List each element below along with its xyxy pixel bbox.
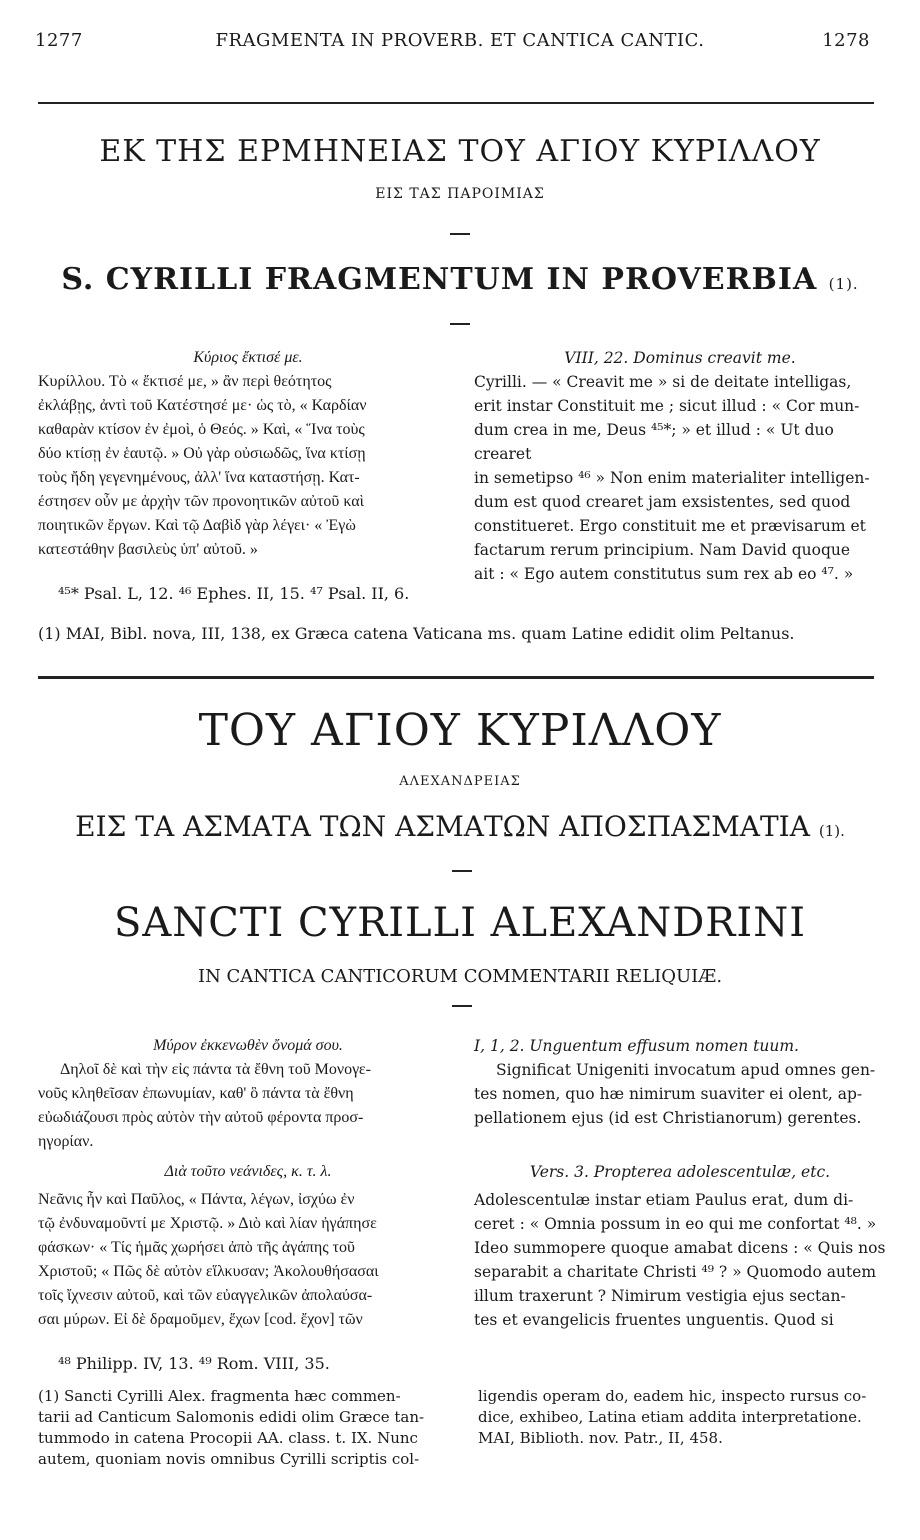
title-dash <box>450 233 470 235</box>
latin-heading: Vers. 3. Propterea adolescentulæ, etc. <box>529 1163 831 1181</box>
header-rule <box>38 102 874 104</box>
latin-line: Significat Unigeniti invocatum apud omnes gen- <box>496 1061 876 1079</box>
greek-line: δύο κτίσῃ ἐν ἑαυτῷ. » Οὐ γὰρ οὐσιωδῶς, ἵνα κτίσῃ <box>38 445 366 462</box>
scripture-refs-2: ⁴⁸ Philipp. IV, 13. ⁴⁹ Rom. VIII, 35. <box>58 1354 330 1373</box>
greek-line: Νεᾶνις ἦν καὶ Παῦλος, « Πάντα, λέγων, ἰσχύω ἐν <box>38 1191 355 1208</box>
footnote-marker: (1). <box>818 822 845 840</box>
section-rule <box>38 676 874 679</box>
latin-line: tes et evangelicis fruentes unguentis. Quod si <box>474 1311 834 1329</box>
greek-line: σαι μύρων. Εἰ δὲ δραμοῦμεν, ἔχων [cod. ἔχον] τῶν <box>38 1311 363 1328</box>
greek-column-2 <box>38 1034 458 1332</box>
footnote-line: autem, quoniam novis omnibus Cyrilli scriptis col- <box>38 1450 420 1468</box>
latin-title-text: S. CYRILLI FRAGMENTUM IN PROVERBIA <box>61 262 818 297</box>
greek-line: νοῦς κληθεῖσαν ἐπωνυμίαν, καθ' ὃ πάντα τὰ ἔθνη <box>38 1085 354 1102</box>
greek-subtitle-1: ΕΙΣ ΤΑΣ ΠΑΡΟΙΜΙΑΣ <box>375 186 545 202</box>
greek-line: τοὺς ἤδη γεγενημένους, ἀλλ' ἵνα καταστήσῃ. Κατ- <box>38 469 360 486</box>
greek-line: ηγορίαν. <box>38 1133 94 1150</box>
latin-column-2 <box>474 1034 886 1332</box>
greek-line: ποιητικῶν ἔργων. Καὶ τῷ Δαβὶδ γὰρ λέγει· « Ἐγὼ <box>38 517 356 534</box>
latin-line: Ideo summopere quoque amabat dicens : « Quis nos <box>474 1239 886 1257</box>
latin-subtitle-2: IN CANTICA CANTICORUM COMMENTARII RELIQUIÆ. <box>197 966 723 987</box>
scripture-refs-1: ⁴⁵* Psal. L, 12. ⁴⁶ Ephes. II, 15. ⁴⁷ Psal. II, 6. <box>58 584 410 603</box>
latin-line: dum crea in me, Deus ⁴⁵*; » et illud : « Ut duo crearet <box>474 421 834 463</box>
latin-line: separabit a charitate Christi ⁴⁹ ? » Quomodo autem <box>474 1263 877 1281</box>
footnote-line: (1) Sancti Cyrilli Alex. fragmenta hæc commen- <box>38 1387 401 1405</box>
latin-line: ceret : « Omnia possum in eo qui me confortat ⁴⁸. » <box>474 1215 877 1233</box>
footnote-line: MAI, Biblioth. nov. Patr., II, 458. <box>478 1429 723 1447</box>
greek-line: ἐκλάβῃς, ἀντὶ τοῦ Κατέστησέ με· ὡς τὸ, « Καρδίαν <box>38 397 367 414</box>
greek-column-1 <box>38 346 458 562</box>
latin-column-1 <box>474 346 886 586</box>
latin-heading: VIII, 22. Dominus creavit me. <box>564 349 796 367</box>
latin-title-2: SANCTI CYRILLI ALEXANDRINI <box>113 900 807 946</box>
greek-title-1: ΕΚ ΤΗΣ ΕΡΜΗΝΕΙΑΣ ΤΟΥ ΑΓΙΟΥ ΚΥΡΙΛΛΟΥ <box>99 134 821 169</box>
greek-line: καθαρὰν κτίσον ἐν ἐμοὶ, ὁ Θεός. » Καὶ, « Ἵνα τοὺς <box>38 421 365 438</box>
greek-heading: Διὰ τοῦτο νεάνιδες, κ. τ. λ. <box>164 1163 332 1180</box>
latin-line: tes nomen, quo hæ nimirum suaviter ei olent, ap- <box>474 1085 863 1103</box>
latin-line: pellationem ejus (id est Christianorum) gerentes. <box>474 1109 862 1127</box>
title-dash <box>452 870 472 872</box>
footnote-line: tummodo in catena Procopii AA. class. t. IX. Nunc <box>38 1429 418 1447</box>
greek-subtitle-2 <box>0 810 920 843</box>
greek-line: κατεστάθην βασιλεὺς ὑπ' αὐτοῦ. » <box>38 541 258 558</box>
greek-line: εὐωδιάζουσι πρὸς αὐτὸν τὴν αὐτοῦ φέροντα προσ- <box>38 1109 364 1126</box>
greek-line: τοῖς ἴχνεσιν αὐτοῦ, καὶ τῶν εὐαγγελικῶν ἀπολαύσα- <box>38 1287 373 1304</box>
latin-line: in semetipso ⁴⁶ » Non enim materialiter intelligen- <box>474 469 870 487</box>
greek-heading: Κύριος ἔκτισέ με. <box>193 349 303 366</box>
latin-title-1 <box>0 262 920 297</box>
footnote-1: (1) MAI, Bibl. nova, III, 138, ex Græca catena Vaticana ms. quam Latine edidit olim Peltanus. <box>38 624 795 643</box>
running-title: FRAGMENTA IN PROVERB. ET CANTICA CANTIC. <box>215 30 705 51</box>
footnote-2-left <box>38 1386 458 1470</box>
latin-line: Cyrilli. — « Creavit me » si de deitate intelligas, <box>474 373 852 391</box>
footnote-line: ligendis operam do, eadem hic, inspecto rursus co- <box>478 1387 867 1405</box>
greek-line: Κυρίλλου. Τὸ « ἔκτισέ με, » ἂν περὶ θεότητος <box>38 373 332 390</box>
greek-line: έστησεν οὖν με ἀρχὴν τῶν προνοητικῶν αὐτοῦ καὶ <box>38 493 364 510</box>
greek-line: Χριστοῦ; « Πῶς δὲ αὐτὸν εἵλκυσαν; Ἀκολουθήσασαι <box>38 1263 379 1280</box>
page-number-left: 1277 <box>35 30 83 51</box>
greek-line: Δηλοῖ δὲ καὶ τὴν εἰς πάντα τὰ ἔθνη τοῦ Μονογε- <box>60 1061 371 1078</box>
footnote-line: dice, exhibeo, Latina etiam addita interpretatione. <box>478 1408 862 1426</box>
greek-line: τῷ ἐνδυναμοῦντί με Χριστῷ. » Διὸ καὶ λίαν ἠγάπησε <box>38 1215 377 1232</box>
title-dash <box>452 1005 472 1007</box>
page-number-right: 1278 <box>822 30 870 51</box>
latin-line: Adolescentulæ instar etiam Paulus erat, dum di- <box>474 1191 854 1209</box>
latin-line: erit instar Constituit me ; sicut illud : « Cor mun- <box>474 397 860 415</box>
latin-line: illum traxerunt ? Nimirum vestigia ejus sectan- <box>474 1287 846 1305</box>
title-dash <box>450 323 470 325</box>
latin-line: ait : « Ego autem constitutus sum rex ab eo ⁴⁷. » <box>474 565 854 583</box>
footnote-line: tarii ad Canticum Salomonis edidi olim Græce tan- <box>38 1408 425 1426</box>
latin-line: factarum rerum principium. Nam David quoque <box>474 541 851 559</box>
greek-line: φάσκων· « Τίς ἡμᾶς χωρήσει ἀπὸ τῆς ἀγάπης τοῦ <box>38 1239 355 1256</box>
latin-heading: I, 1, 2. Unguentum effusum nomen tuum. <box>474 1037 799 1055</box>
greek-subtitle-text: ΕΙΣ ΤΑ ΑΣΜΑΤΑ ΤΩΝ ΑΣΜΑΤΩΝ ΑΠΟΣΠΑΣΜΑΤΙΑ <box>75 810 810 843</box>
footnote-2-right <box>478 1386 886 1449</box>
greek-place: ΑΛΕΧΑΝΔΡΕΙΑΣ <box>399 774 521 789</box>
latin-line: dum est quod crearet jam exsistentes, sed quod <box>474 493 851 511</box>
greek-heading: Μύρον ἐκκενωθὲν ὄνομά σου. <box>153 1037 343 1054</box>
footnote-marker: (1). <box>828 275 859 293</box>
latin-line: constitueret. Ergo constituit me et prævisarum et <box>474 517 866 535</box>
greek-title-2: ΤΟΥ ΑΓΙΟΥ ΚΥΡΙΛΛΟΥ <box>198 705 722 756</box>
